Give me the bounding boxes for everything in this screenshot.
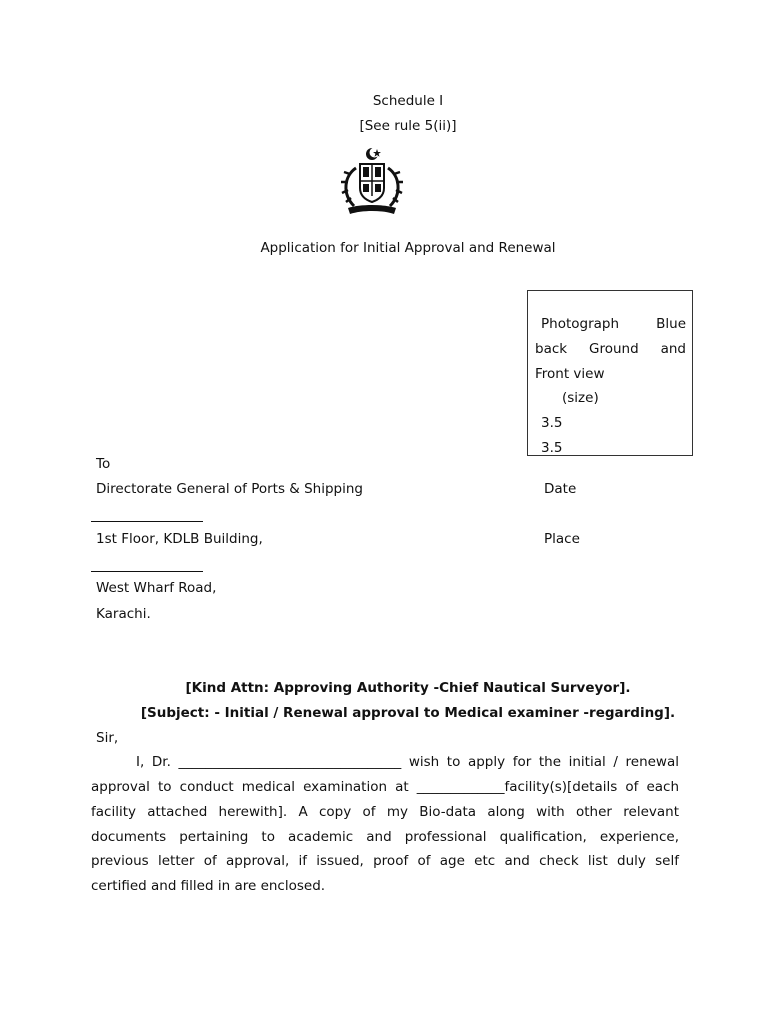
body-line-5: previous letter of approval, if issued, proof of age etc and check list duly self	[91, 853, 679, 869]
state-emblem-icon	[336, 146, 408, 218]
photo-text-back: back	[535, 341, 568, 357]
photo-text-photograph: Photograph	[541, 316, 620, 332]
body-line-3: facility attached herewith]. A copy of my Bio-data along with other relevant	[91, 804, 679, 820]
photograph-box	[527, 290, 693, 456]
place-label: Place	[544, 531, 580, 547]
address-line-2: 1st Floor, KDLB Building,	[96, 531, 263, 547]
address-line-4: Karachi.	[96, 606, 151, 622]
photo-text-and: and	[660, 341, 686, 357]
rule-reference: [See rule 5(ii)]	[359, 118, 457, 134]
photo-text-blue: Blue	[656, 316, 686, 332]
address-line-3: West Wharf Road,	[96, 580, 217, 596]
photo-text-size: (size)	[562, 390, 599, 406]
address-line-1: Directorate General of Ports & Shipping	[96, 481, 363, 497]
photo-text-height: 3.5	[541, 440, 563, 456]
subject-line: [Subject: - Initial / Renewal approval to Medical examiner -regarding].	[140, 705, 676, 721]
photo-text-width: 3.5	[541, 415, 563, 431]
body-line-1: I, Dr. _________________________________ wish to apply for the initial / renewal	[136, 754, 679, 770]
photo-text-ground: Ground	[589, 341, 639, 357]
kind-attention: [Kind Attn: Approving Authority -Chief Nautical Surveyor].	[185, 680, 631, 696]
schedule-heading: Schedule I	[372, 93, 444, 109]
date-label: Date	[544, 481, 577, 497]
body-line-6: certified and filled in are enclosed.	[91, 878, 326, 894]
date-blank-line	[91, 521, 203, 522]
form-title: Application for Initial Approval and Renewal	[260, 240, 556, 256]
body-line-4: documents pertaining to academic and professional qualification, experience,	[91, 829, 679, 845]
body-line-2: approval to conduct medical examination at _____________facility(s)[details of each	[91, 779, 679, 795]
place-blank-line	[91, 571, 203, 572]
salutation: Sir,	[96, 730, 119, 746]
photo-text-front-view: Front view	[535, 366, 605, 382]
address-to: To	[96, 456, 111, 472]
